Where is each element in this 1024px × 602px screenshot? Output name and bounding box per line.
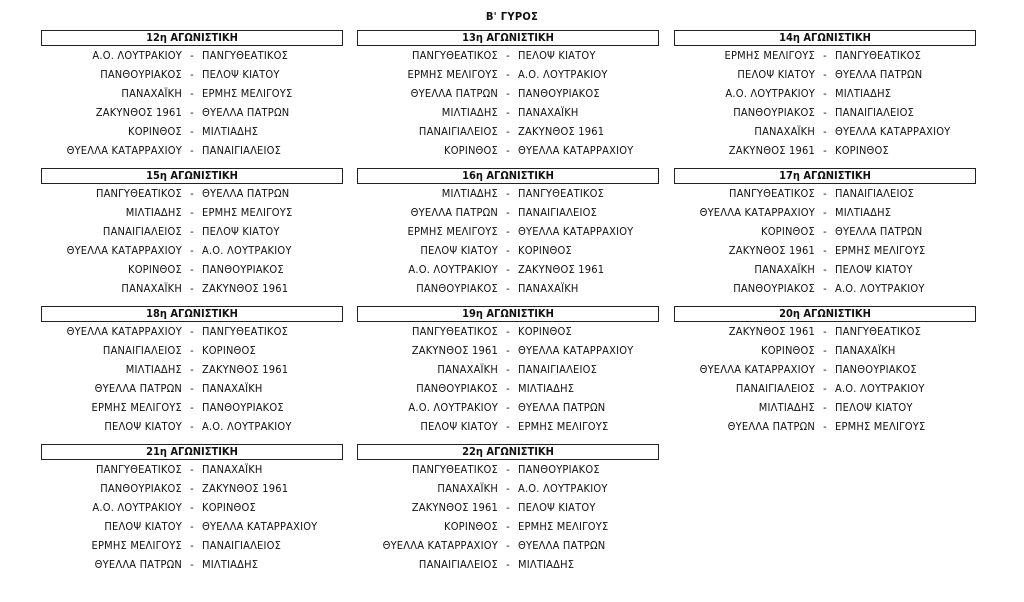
home-team: ΠΑΝΑΧΑΪΚΗ	[121, 87, 182, 100]
away-team: ΠΑΝΑΧΑΪΚΗ	[518, 106, 579, 119]
match-row: ΠΕΛΟΨ ΚΙΑΤΟΥ - ΘΥΕΛΛΑ ΠΑΤΡΩΝ	[674, 65, 976, 84]
home-team: ΘΥΕΛΛΑ ΠΑΤΡΩΝ	[94, 382, 182, 395]
home-team: ΠΑΝΘΟΥΡΙΑΚΟΣ	[100, 68, 182, 81]
round-header: 13η ΑΓΩΝΙΣΤΙΚΗ	[357, 30, 659, 46]
home-team: ΕΡΜΗΣ ΜΕΛΙΓΟΥΣ	[91, 401, 182, 414]
match-row: ΠΑΝΑΧΑΪΚΗ - ΠΕΛΟΨ ΚΙΑΤΟΥ	[674, 260, 976, 279]
home-team: ΠΕΛΟΨ ΚΙΑΤΟΥ	[420, 244, 498, 257]
match-row: ΠΑΝΓΥΘΕΑΤΙΚΟΣ - ΘΥΕΛΛΑ ΠΑΤΡΩΝ	[41, 184, 343, 203]
away-team: ΠΑΝΑΧΑΪΚΗ	[202, 382, 263, 395]
round-block	[357, 30, 659, 160]
match-row: ΕΡΜΗΣ ΜΕΛΙΓΟΥΣ - Α.Ο. ΛΟΥΤΡΑΚΙΟΥ	[357, 65, 659, 84]
home-team: ΘΥΕΛΛΑ ΠΑΤΡΩΝ	[410, 87, 498, 100]
match-row: ΜΙΛΤΙΑΔΗΣ - ΠΕΛΟΨ ΚΙΑΤΟΥ	[674, 398, 976, 417]
match-row: ΠΑΝΑΙΓΙΑΛΕΙΟΣ - ΖΑΚΥΝΘΟΣ 1961	[357, 122, 659, 141]
round-block	[357, 168, 659, 298]
away-team: ΠΑΝΑΧΑΪΚΗ	[518, 282, 579, 295]
home-team: ΜΙΛΤΙΑΔΗΣ	[125, 206, 182, 219]
away-team: ΠΕΛΟΨ ΚΙΑΤΟΥ	[518, 49, 596, 62]
home-team: ΠΕΛΟΨ ΚΙΑΤΟΥ	[104, 520, 182, 533]
away-team: ΠΕΛΟΨ ΚΙΑΤΟΥ	[202, 225, 280, 238]
match-row: ΘΥΕΛΛΑ ΚΑΤΑΡΡΑΧΙΟΥ - ΜΙΛΤΙΑΔΗΣ	[674, 203, 976, 222]
home-team: ΠΕΛΟΨ ΚΙΑΤΟΥ	[104, 420, 182, 433]
home-team: ΚΟΡΙΝΘΟΣ	[128, 125, 182, 138]
match-row: ΠΑΝΘΟΥΡΙΑΚΟΣ - ΠΕΛΟΨ ΚΙΑΤΟΥ	[41, 65, 343, 84]
match-row: ΘΥΕΛΛΑ ΠΑΤΡΩΝ - ΕΡΜΗΣ ΜΕΛΙΓΟΥΣ	[674, 417, 976, 436]
home-team: ΘΥΕΛΛΑ ΚΑΤΑΡΡΑΧΙΟΥ	[66, 144, 182, 157]
home-team: ΜΙΛΤΙΑΔΗΣ	[758, 401, 815, 414]
away-team: ΠΑΝΑΙΓΙΑΛΕΙΟΣ	[835, 106, 915, 119]
round-header: 18η ΑΓΩΝΙΣΤΙΚΗ	[41, 306, 343, 322]
round-block	[41, 444, 343, 574]
away-team: ΜΙΛΤΙΑΔΗΣ	[518, 558, 575, 571]
match-row: ΠΑΝΓΥΘΕΑΤΙΚΟΣ - ΠΑΝΑΙΓΙΑΛΕΙΟΣ	[674, 184, 976, 203]
home-team: ΠΑΝΑΧΑΪΚΗ	[437, 363, 498, 376]
match-row: ΠΑΝΑΙΓΙΑΛΕΙΟΣ - ΜΙΛΤΙΑΔΗΣ	[357, 555, 659, 574]
away-team: ΠΕΛΟΨ ΚΙΑΤΟΥ	[518, 501, 596, 514]
match-row: ΠΑΝΓΥΘΕΑΤΙΚΟΣ - ΠΕΛΟΨ ΚΙΑΤΟΥ	[357, 46, 659, 65]
home-team: ΠΑΝΘΟΥΡΙΑΚΟΣ	[100, 482, 182, 495]
home-team: ΠΑΝΑΙΓΙΑΛΕΙΟΣ	[418, 558, 498, 571]
away-team: ΜΙΛΤΙΑΔΗΣ	[835, 206, 892, 219]
match-row: ΖΑΚΥΝΘΟΣ 1961 - ΘΥΕΛΛΑ ΚΑΤΑΡΡΑΧΙΟΥ	[357, 341, 659, 360]
away-team: ΖΑΚΥΝΘΟΣ 1961	[518, 125, 605, 138]
match-row: ΜΙΛΤΙΑΔΗΣ - ΖΑΚΥΝΘΟΣ 1961	[41, 360, 343, 379]
away-team: ΠΑΝΑΧΑΪΚΗ	[835, 344, 896, 357]
match-row: ΠΑΝΑΧΑΪΚΗ - ΠΑΝΑΙΓΙΑΛΕΙΟΣ	[357, 360, 659, 379]
away-team: ΠΑΝΑΙΓΙΑΛΕΙΟΣ	[835, 187, 915, 200]
away-team: ΚΟΡΙΝΘΟΣ	[202, 344, 256, 357]
away-team: ΜΙΛΤΙΑΔΗΣ	[518, 382, 575, 395]
home-team: ΘΥΕΛΛΑ ΚΑΤΑΡΡΑΧΙΟΥ	[382, 539, 498, 552]
away-team: ΠΑΝΑΙΓΙΑΛΕΙΟΣ	[202, 539, 282, 552]
match-row: ΘΥΕΛΛΑ ΚΑΤΑΡΡΑΧΙΟΥ - Α.Ο. ΛΟΥΤΡΑΚΙΟΥ	[41, 241, 343, 260]
match-row: ΠΑΝΑΧΑΪΚΗ - Α.Ο. ΛΟΥΤΡΑΚΙΟΥ	[357, 479, 659, 498]
match-row: ΘΥΕΛΛΑ ΚΑΤΑΡΡΑΧΙΟΥ - ΠΑΝΘΟΥΡΙΑΚΟΣ	[674, 360, 976, 379]
away-team: ΠΑΝΘΟΥΡΙΑΚΟΣ	[835, 363, 917, 376]
home-team: ΠΑΝΓΥΘΕΑΤΙΚΟΣ	[411, 49, 498, 62]
away-team: ΠΑΝΘΟΥΡΙΑΚΟΣ	[518, 463, 600, 476]
away-team: ΘΥΕΛΛΑ ΠΑΤΡΩΝ	[202, 187, 290, 200]
match-row: ΚΟΡΙΝΘΟΣ - ΘΥΕΛΛΑ ΠΑΤΡΩΝ	[674, 222, 976, 241]
away-team: ΠΑΝΑΙΓΙΑΛΕΙΟΣ	[518, 363, 598, 376]
away-team: ΘΥΕΛΛΑ ΚΑΤΑΡΡΑΧΙΟΥ	[518, 344, 634, 357]
match-row: ΠΕΛΟΨ ΚΙΑΤΟΥ - ΚΟΡΙΝΘΟΣ	[357, 241, 659, 260]
round-block	[674, 306, 976, 436]
home-team: ΠΑΝΑΧΑΪΚΗ	[121, 282, 182, 295]
match-row: ΠΑΝΑΙΓΙΑΛΕΙΟΣ - Α.Ο. ΛΟΥΤΡΑΚΙΟΥ	[674, 379, 976, 398]
home-team: ΖΑΚΥΝΘΟΣ 1961	[728, 144, 815, 157]
away-team: ΚΟΡΙΝΘΟΣ	[518, 244, 572, 257]
round-header: 22η ΑΓΩΝΙΣΤΙΚΗ	[357, 444, 659, 460]
away-team: Α.Ο. ΛΟΥΤΡΑΚΙΟΥ	[835, 282, 925, 295]
match-row: ΘΥΕΛΛΑ ΠΑΤΡΩΝ - ΠΑΝΘΟΥΡΙΑΚΟΣ	[357, 84, 659, 103]
home-team: ΘΥΕΛΛΑ ΚΑΤΑΡΡΑΧΙΟΥ	[699, 363, 815, 376]
home-team: ΠΑΝΓΥΘΕΑΤΙΚΟΣ	[411, 463, 498, 476]
away-team: ΠΕΛΟΨ ΚΙΑΤΟΥ	[202, 68, 280, 81]
away-team: ΘΥΕΛΛΑ ΠΑΤΡΩΝ	[835, 68, 923, 81]
away-team: ΠΑΝΘΟΥΡΙΑΚΟΣ	[202, 263, 284, 276]
match-row: ΠΑΝΘΟΥΡΙΑΚΟΣ - ΠΑΝΑΙΓΙΑΛΕΙΟΣ	[674, 103, 976, 122]
away-team: ΚΟΡΙΝΘΟΣ	[835, 144, 889, 157]
home-team: Α.Ο. ΛΟΥΤΡΑΚΙΟΥ	[408, 263, 498, 276]
match-row: ΠΑΝΓΥΘΕΑΤΙΚΟΣ - ΚΟΡΙΝΘΟΣ	[357, 322, 659, 341]
round-block	[41, 30, 343, 160]
round-block	[357, 444, 659, 574]
round-block	[41, 306, 343, 436]
page-title: Β' ΓΥΡΟΣ	[485, 10, 539, 23]
away-team: ΘΥΕΛΛΑ ΠΑΤΡΩΝ	[202, 106, 290, 119]
match-row: ΖΑΚΥΝΘΟΣ 1961 - ΚΟΡΙΝΘΟΣ	[674, 141, 976, 160]
match-row: ΠΑΝΑΧΑΪΚΗ - ΖΑΚΥΝΘΟΣ 1961	[41, 279, 343, 298]
away-team: ΖΑΚΥΝΘΟΣ 1961	[202, 363, 289, 376]
home-team: ΠΑΝΘΟΥΡΙΑΚΟΣ	[416, 382, 498, 395]
round-header: 19η ΑΓΩΝΙΣΤΙΚΗ	[357, 306, 659, 322]
home-team: ΠΑΝΓΥΘΕΑΤΙΚΟΣ	[95, 463, 182, 476]
home-team: ΘΥΕΛΛΑ ΚΑΤΑΡΡΑΧΙΟΥ	[66, 325, 182, 338]
home-team: ΠΑΝΓΥΘΕΑΤΙΚΟΣ	[728, 187, 815, 200]
round-block	[41, 168, 343, 298]
home-team: ΖΑΚΥΝΘΟΣ 1961	[411, 501, 498, 514]
match-row: ΠΕΛΟΨ ΚΙΑΤΟΥ - Α.Ο. ΛΟΥΤΡΑΚΙΟΥ	[41, 417, 343, 436]
match-row: ΘΥΕΛΛΑ ΠΑΤΡΩΝ - ΠΑΝΑΙΓΙΑΛΕΙΟΣ	[357, 203, 659, 222]
home-team: ΠΕΛΟΨ ΚΙΑΤΟΥ	[420, 420, 498, 433]
match-row: ΖΑΚΥΝΘΟΣ 1961 - ΠΕΛΟΨ ΚΙΑΤΟΥ	[357, 498, 659, 517]
match-row: ΠΑΝΘΟΥΡΙΑΚΟΣ - ΖΑΚΥΝΘΟΣ 1961	[41, 479, 343, 498]
home-team: ΜΙΛΤΙΑΔΗΣ	[441, 187, 498, 200]
home-team: ΠΑΝΑΙΓΙΑΛΕΙΟΣ	[102, 225, 182, 238]
match-row: ΘΥΕΛΛΑ ΚΑΤΑΡΡΑΧΙΟΥ - ΠΑΝΓΥΘΕΑΤΙΚΟΣ	[41, 322, 343, 341]
away-team: ΠΑΝΘΟΥΡΙΑΚΟΣ	[202, 401, 284, 414]
match-row: ΠΑΝΑΧΑΪΚΗ - ΕΡΜΗΣ ΜΕΛΙΓΟΥΣ	[41, 84, 343, 103]
away-team: Α.Ο. ΛΟΥΤΡΑΚΙΟΥ	[835, 382, 925, 395]
home-team: ΠΕΛΟΨ ΚΙΑΤΟΥ	[737, 68, 815, 81]
match-row: ΘΥΕΛΛΑ ΚΑΤΑΡΡΑΧΙΟΥ - ΠΑΝΑΙΓΙΑΛΕΙΟΣ	[41, 141, 343, 160]
home-team: ΖΑΚΥΝΘΟΣ 1961	[411, 344, 498, 357]
round-header: 17η ΑΓΩΝΙΣΤΙΚΗ	[674, 168, 976, 184]
home-team: ΘΥΕΛΛΑ ΠΑΤΡΩΝ	[727, 420, 815, 433]
away-team: ΘΥΕΛΛΑ ΚΑΤΑΡΡΑΧΙΟΥ	[835, 125, 951, 138]
match-row: Α.Ο. ΛΟΥΤΡΑΚΙΟΥ - ΜΙΛΤΙΑΔΗΣ	[674, 84, 976, 103]
match-row: ΖΑΚΥΝΘΟΣ 1961 - ΘΥΕΛΛΑ ΠΑΤΡΩΝ	[41, 103, 343, 122]
round-header: 15η ΑΓΩΝΙΣΤΙΚΗ	[41, 168, 343, 184]
away-team: ΕΡΜΗΣ ΜΕΛΙΓΟΥΣ	[835, 244, 926, 257]
away-team: ΠΑΝΑΧΑΪΚΗ	[202, 463, 263, 476]
away-team: Α.Ο. ΛΟΥΤΡΑΚΙΟΥ	[202, 244, 292, 257]
match-row: ΚΟΡΙΝΘΟΣ - ΠΑΝΘΟΥΡΙΑΚΟΣ	[41, 260, 343, 279]
match-row: ΠΑΝΓΥΘΕΑΤΙΚΟΣ - ΠΑΝΘΟΥΡΙΑΚΟΣ	[357, 460, 659, 479]
away-team: ΘΥΕΛΛΑ ΚΑΤΑΡΡΑΧΙΟΥ	[518, 144, 634, 157]
home-team: ΠΑΝΑΧΑΪΚΗ	[754, 263, 815, 276]
away-team: ΕΡΜΗΣ ΜΕΛΙΓΟΥΣ	[518, 420, 609, 433]
away-team: ΜΙΛΤΙΑΔΗΣ	[202, 558, 259, 571]
away-team: ΘΥΕΛΛΑ ΚΑΤΑΡΡΑΧΙΟΥ	[202, 520, 318, 533]
away-team: ΜΙΛΤΙΑΔΗΣ	[835, 87, 892, 100]
away-team: ΠΑΝΓΥΘΕΑΤΙΚΟΣ	[835, 325, 922, 338]
away-team: ΖΑΚΥΝΘΟΣ 1961	[202, 482, 289, 495]
away-team: ΠΕΛΟΨ ΚΙΑΤΟΥ	[835, 401, 913, 414]
home-team: ΠΑΝΑΙΓΙΑΛΕΙΟΣ	[735, 382, 815, 395]
match-row: ΖΑΚΥΝΘΟΣ 1961 - ΕΡΜΗΣ ΜΕΛΙΓΟΥΣ	[674, 241, 976, 260]
match-row: Α.Ο. ΛΟΥΤΡΑΚΙΟΥ - ΘΥΕΛΛΑ ΠΑΤΡΩΝ	[357, 398, 659, 417]
away-team: ΘΥΕΛΛΑ ΠΑΤΡΩΝ	[835, 225, 923, 238]
away-team: ΠΑΝΑΙΓΙΑΛΕΙΟΣ	[518, 206, 598, 219]
round-header: 12η ΑΓΩΝΙΣΤΙΚΗ	[41, 30, 343, 46]
match-row: ΕΡΜΗΣ ΜΕΛΙΓΟΥΣ - ΘΥΕΛΛΑ ΚΑΤΑΡΡΑΧΙΟΥ	[357, 222, 659, 241]
away-team: Α.Ο. ΛΟΥΤΡΑΚΙΟΥ	[518, 482, 608, 495]
away-team: ΠΑΝΓΥΘΕΑΤΙΚΟΣ	[202, 325, 289, 338]
away-team: ΠΑΝΓΥΘΕΑΤΙΚΟΣ	[518, 187, 605, 200]
home-team: ΘΥΕΛΛΑ ΚΑΤΑΡΡΑΧΙΟΥ	[66, 244, 182, 257]
match-row: ΠΑΝΑΧΑΪΚΗ - ΘΥΕΛΛΑ ΚΑΤΑΡΡΑΧΙΟΥ	[674, 122, 976, 141]
away-team: ΕΡΜΗΣ ΜΕΛΙΓΟΥΣ	[202, 87, 293, 100]
home-team: ΠΑΝΓΥΘΕΑΤΙΚΟΣ	[411, 325, 498, 338]
home-team: ΠΑΝΘΟΥΡΙΑΚΟΣ	[733, 106, 815, 119]
match-row: ΚΟΡΙΝΘΟΣ - ΘΥΕΛΛΑ ΚΑΤΑΡΡΑΧΙΟΥ	[357, 141, 659, 160]
home-team: ΜΙΛΤΙΑΔΗΣ	[125, 363, 182, 376]
home-team: ΖΑΚΥΝΘΟΣ 1961	[95, 106, 182, 119]
away-team: ΠΑΝΘΟΥΡΙΑΚΟΣ	[518, 87, 600, 100]
away-team: ΠΑΝΓΥΘΕΑΤΙΚΟΣ	[835, 49, 922, 62]
match-row: ΠΕΛΟΨ ΚΙΑΤΟΥ - ΕΡΜΗΣ ΜΕΛΙΓΟΥΣ	[357, 417, 659, 436]
match-row: ΖΑΚΥΝΘΟΣ 1961 - ΠΑΝΓΥΘΕΑΤΙΚΟΣ	[674, 322, 976, 341]
home-team: ΚΟΡΙΝΘΟΣ	[761, 225, 815, 238]
home-team: ΠΑΝΑΙΓΙΑΛΕΙΟΣ	[418, 125, 498, 138]
home-team: ΕΡΜΗΣ ΜΕΛΙΓΟΥΣ	[91, 539, 182, 552]
home-team: ΠΑΝΑΧΑΪΚΗ	[437, 482, 498, 495]
match-row: ΕΡΜΗΣ ΜΕΛΙΓΟΥΣ - ΠΑΝΓΥΘΕΑΤΙΚΟΣ	[674, 46, 976, 65]
away-team: ΘΥΕΛΛΑ ΚΑΤΑΡΡΑΧΙΟΥ	[518, 225, 634, 238]
match-row: ΠΑΝΘΟΥΡΙΑΚΟΣ - Α.Ο. ΛΟΥΤΡΑΚΙΟΥ	[674, 279, 976, 298]
home-team: ΠΑΝΓΥΘΕΑΤΙΚΟΣ	[95, 187, 182, 200]
match-row: ΚΟΡΙΝΘΟΣ - ΜΙΛΤΙΑΔΗΣ	[41, 122, 343, 141]
home-team: ΠΑΝΑΙΓΙΑΛΕΙΟΣ	[102, 344, 182, 357]
match-row: Α.Ο. ΛΟΥΤΡΑΚΙΟΥ - ΠΑΝΓΥΘΕΑΤΙΚΟΣ	[41, 46, 343, 65]
home-team: ΘΥΕΛΛΑ ΚΑΤΑΡΡΑΧΙΟΥ	[699, 206, 815, 219]
round-header: 20η ΑΓΩΝΙΣΤΙΚΗ	[674, 306, 976, 322]
away-team: ΖΑΚΥΝΘΟΣ 1961	[202, 282, 289, 295]
away-team: Α.Ο. ΛΟΥΤΡΑΚΙΟΥ	[202, 420, 292, 433]
home-team: ΚΟΡΙΝΘΟΣ	[444, 520, 498, 533]
home-team: Α.Ο. ΛΟΥΤΡΑΚΙΟΥ	[408, 401, 498, 414]
away-team: ΚΟΡΙΝΘΟΣ	[202, 501, 256, 514]
away-team: Α.Ο. ΛΟΥΤΡΑΚΙΟΥ	[518, 68, 608, 81]
match-row: ΠΕΛΟΨ ΚΙΑΤΟΥ - ΘΥΕΛΛΑ ΚΑΤΑΡΡΑΧΙΟΥ	[41, 517, 343, 536]
away-team: ΕΡΜΗΣ ΜΕΛΙΓΟΥΣ	[202, 206, 293, 219]
match-row: Α.Ο. ΛΟΥΤΡΑΚΙΟΥ - ΚΟΡΙΝΘΟΣ	[41, 498, 343, 517]
home-team: ΚΟΡΙΝΘΟΣ	[444, 144, 498, 157]
home-team: ΕΡΜΗΣ ΜΕΛΙΓΟΥΣ	[724, 49, 815, 62]
home-team: ΕΡΜΗΣ ΜΕΛΙΓΟΥΣ	[407, 68, 498, 81]
match-row: ΚΟΡΙΝΘΟΣ - ΕΡΜΗΣ ΜΕΛΙΓΟΥΣ	[357, 517, 659, 536]
match-row: ΘΥΕΛΛΑ ΚΑΤΑΡΡΑΧΙΟΥ - ΘΥΕΛΛΑ ΠΑΤΡΩΝ	[357, 536, 659, 555]
home-team: ΖΑΚΥΝΘΟΣ 1961	[728, 325, 815, 338]
match-row: ΜΙΛΤΙΑΔΗΣ - ΠΑΝΑΧΑΪΚΗ	[357, 103, 659, 122]
away-team: ΘΥΕΛΛΑ ΠΑΤΡΩΝ	[518, 401, 606, 414]
match-row: ΘΥΕΛΛΑ ΠΑΤΡΩΝ - ΠΑΝΑΧΑΪΚΗ	[41, 379, 343, 398]
away-team: ΘΥΕΛΛΑ ΠΑΤΡΩΝ	[518, 539, 606, 552]
match-row: ΠΑΝΑΙΓΙΑΛΕΙΟΣ - ΚΟΡΙΝΘΟΣ	[41, 341, 343, 360]
away-team: ΚΟΡΙΝΘΟΣ	[518, 325, 572, 338]
away-team: ΠΕΛΟΨ ΚΙΑΤΟΥ	[835, 263, 913, 276]
match-row: ΠΑΝΘΟΥΡΙΑΚΟΣ - ΠΑΝΑΧΑΪΚΗ	[357, 279, 659, 298]
home-team: ΘΥΕΛΛΑ ΠΑΤΡΩΝ	[410, 206, 498, 219]
match-row: ΘΥΕΛΛΑ ΠΑΤΡΩΝ - ΜΙΛΤΙΑΔΗΣ	[41, 555, 343, 574]
away-team: ΠΑΝΑΙΓΙΑΛΕΙΟΣ	[202, 144, 282, 157]
match-row: ΜΙΛΤΙΑΔΗΣ - ΕΡΜΗΣ ΜΕΛΙΓΟΥΣ	[41, 203, 343, 222]
away-team: ΕΡΜΗΣ ΜΕΛΙΓΟΥΣ	[835, 420, 926, 433]
round-block	[357, 306, 659, 436]
match-row: ΕΡΜΗΣ ΜΕΛΙΓΟΥΣ - ΠΑΝΘΟΥΡΙΑΚΟΣ	[41, 398, 343, 417]
away-team: ΠΑΝΓΥΘΕΑΤΙΚΟΣ	[202, 49, 289, 62]
round-header: 21η ΑΓΩΝΙΣΤΙΚΗ	[41, 444, 343, 460]
match-row: ΠΑΝΓΥΘΕΑΤΙΚΟΣ - ΠΑΝΑΧΑΪΚΗ	[41, 460, 343, 479]
round-header: 14η ΑΓΩΝΙΣΤΙΚΗ	[674, 30, 976, 46]
home-team: ΕΡΜΗΣ ΜΕΛΙΓΟΥΣ	[407, 225, 498, 238]
home-team: Α.Ο. ΛΟΥΤΡΑΚΙΟΥ	[92, 501, 182, 514]
away-team: ΕΡΜΗΣ ΜΕΛΙΓΟΥΣ	[518, 520, 609, 533]
home-team: ΠΑΝΑΧΑΪΚΗ	[754, 125, 815, 138]
match-row: ΠΑΝΑΙΓΙΑΛΕΙΟΣ - ΠΕΛΟΨ ΚΙΑΤΟΥ	[41, 222, 343, 241]
match-row: ΕΡΜΗΣ ΜΕΛΙΓΟΥΣ - ΠΑΝΑΙΓΙΑΛΕΙΟΣ	[41, 536, 343, 555]
home-team: ΚΟΡΙΝΘΟΣ	[761, 344, 815, 357]
match-row: Α.Ο. ΛΟΥΤΡΑΚΙΟΥ - ΖΑΚΥΝΘΟΣ 1961	[357, 260, 659, 279]
home-team: ΘΥΕΛΛΑ ΠΑΤΡΩΝ	[94, 558, 182, 571]
home-team: Α.Ο. ΛΟΥΤΡΑΚΙΟΥ	[92, 49, 182, 62]
round-block	[674, 30, 976, 160]
home-team: ΜΙΛΤΙΑΔΗΣ	[441, 106, 498, 119]
home-team: ΠΑΝΘΟΥΡΙΑΚΟΣ	[416, 282, 498, 295]
away-team: ΖΑΚΥΝΘΟΣ 1961	[518, 263, 605, 276]
match-row: ΚΟΡΙΝΘΟΣ - ΠΑΝΑΧΑΪΚΗ	[674, 341, 976, 360]
home-team: Α.Ο. ΛΟΥΤΡΑΚΙΟΥ	[725, 87, 815, 100]
home-team: ΖΑΚΥΝΘΟΣ 1961	[728, 244, 815, 257]
away-team: ΜΙΛΤΙΑΔΗΣ	[202, 125, 259, 138]
round-header: 16η ΑΓΩΝΙΣΤΙΚΗ	[357, 168, 659, 184]
home-team: ΚΟΡΙΝΘΟΣ	[128, 263, 182, 276]
round-block	[674, 168, 976, 298]
match-row: ΜΙΛΤΙΑΔΗΣ - ΠΑΝΓΥΘΕΑΤΙΚΟΣ	[357, 184, 659, 203]
match-row: ΠΑΝΘΟΥΡΙΑΚΟΣ - ΜΙΛΤΙΑΔΗΣ	[357, 379, 659, 398]
home-team: ΠΑΝΘΟΥΡΙΑΚΟΣ	[733, 282, 815, 295]
